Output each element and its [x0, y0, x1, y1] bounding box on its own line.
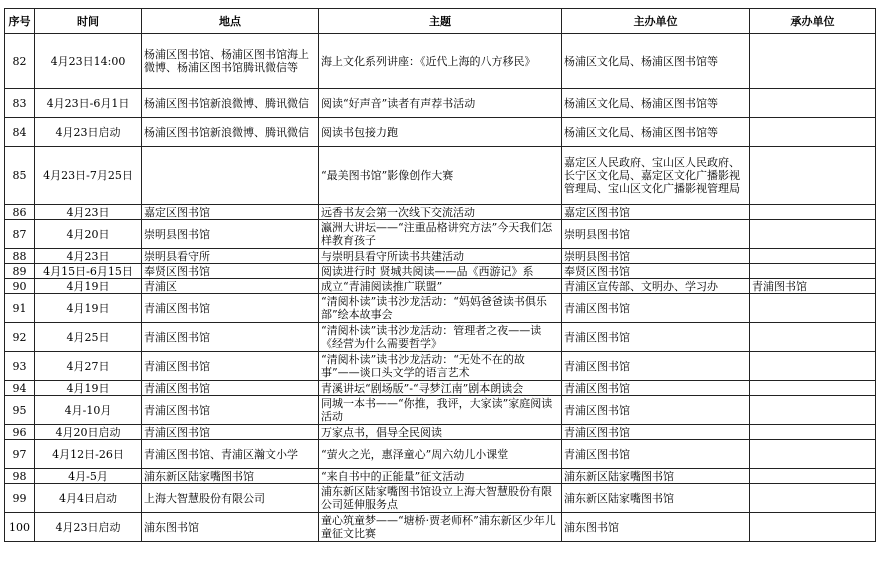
cell-co-organizer — [750, 484, 876, 513]
cell-time: 4月-10月 — [35, 396, 142, 425]
cell-no: 90 — [5, 279, 35, 294]
cell-no: 97 — [5, 440, 35, 469]
cell-organizer: 青浦区图书馆 — [562, 294, 750, 323]
cell-time: 4月27日 — [35, 352, 142, 381]
cell-topic: “清阅朴读”读书沙龙活动：“无处不在的故事”——谈口头文学的语言艺术 — [319, 352, 562, 381]
cell-topic: 与崇明县看守所读书共建活动 — [319, 249, 562, 264]
cell-no: 93 — [5, 352, 35, 381]
cell-topic: 阅读进行时 贤城共阅读——品《西游记》系 — [319, 264, 562, 279]
cell-place: 奉贤区图书馆 — [142, 264, 319, 279]
cell-co-organizer — [750, 469, 876, 484]
cell-place: 浦东图书馆 — [142, 513, 319, 542]
cell-co-organizer — [750, 513, 876, 542]
cell-co-organizer — [750, 294, 876, 323]
cell-no: 99 — [5, 484, 35, 513]
cell-time: 4月20日启动 — [35, 425, 142, 440]
cell-place: 杨浦区图书馆、杨浦区图书馆海上微博、杨浦区图书馆腾讯微信等 — [142, 34, 319, 89]
header-place: 地点 — [142, 9, 319, 34]
cell-no: 86 — [5, 205, 35, 220]
cell-organizer: 杨浦区文化局、杨浦区图书馆等 — [562, 118, 750, 147]
cell-no: 100 — [5, 513, 35, 542]
table-row — [5, 264, 876, 279]
cell-co-organizer — [750, 249, 876, 264]
cell-place: 杨浦区图书馆新浪微博、腾讯微信 — [142, 118, 319, 147]
cell-place: 浦东新区陆家嘴图书馆 — [142, 469, 319, 484]
cell-co-organizer — [750, 381, 876, 396]
cell-topic: 成立“青浦阅读推广联盟” — [319, 279, 562, 294]
header-time: 时间 — [35, 9, 142, 34]
cell-place: 崇明县图书馆 — [142, 220, 319, 249]
table-row — [5, 294, 876, 323]
table-row — [5, 425, 876, 440]
cell-organizer: 青浦区图书馆 — [562, 381, 750, 396]
cell-organizer: 青浦区图书馆 — [562, 323, 750, 352]
cell-organizer: 崇明县图书馆 — [562, 220, 750, 249]
cell-co-organizer — [750, 220, 876, 249]
header-row — [5, 9, 876, 34]
cell-no: 89 — [5, 264, 35, 279]
header-co-organizer: 承办单位 — [750, 9, 876, 34]
cell-co-organizer — [750, 396, 876, 425]
cell-time: 4月23日启动 — [35, 513, 142, 542]
table-row — [5, 205, 876, 220]
table-row — [5, 484, 876, 513]
cell-time: 4月23日 — [35, 249, 142, 264]
table-row — [5, 352, 876, 381]
table-row — [5, 34, 876, 89]
cell-no: 88 — [5, 249, 35, 264]
cell-place: 青浦区 — [142, 279, 319, 294]
cell-no: 96 — [5, 425, 35, 440]
cell-co-organizer — [750, 264, 876, 279]
cell-time: 4月25日 — [35, 323, 142, 352]
cell-place: 青浦区图书馆 — [142, 294, 319, 323]
cell-time: 4月20日 — [35, 220, 142, 249]
table-row — [5, 323, 876, 352]
cell-topic: “清阅朴读”读书沙龙活动：“妈妈爸爸读书俱乐部”绘本故事会 — [319, 294, 562, 323]
cell-organizer: 浦东图书馆 — [562, 513, 750, 542]
table-row — [5, 89, 876, 118]
table-row — [5, 396, 876, 425]
cell-co-organizer — [750, 89, 876, 118]
cell-topic: “最美图书馆”影像创作大赛 — [319, 147, 562, 205]
cell-no: 91 — [5, 294, 35, 323]
table-header — [5, 9, 876, 34]
cell-time: 4月12日-26日 — [35, 440, 142, 469]
cell-no: 85 — [5, 147, 35, 205]
cell-place: 青浦区图书馆 — [142, 396, 319, 425]
table-row — [5, 279, 876, 294]
cell-topic: 童心筑童梦——“塘桥·贾老师杯”浦东新区少年儿童征文比赛 — [319, 513, 562, 542]
cell-time: 4月23日-6月1日 — [35, 89, 142, 118]
cell-place: 崇明县看守所 — [142, 249, 319, 264]
table-row — [5, 469, 876, 484]
cell-no: 84 — [5, 118, 35, 147]
cell-organizer: 杨浦区文化局、杨浦区图书馆等 — [562, 89, 750, 118]
cell-place: 青浦区图书馆 — [142, 352, 319, 381]
cell-organizer: 青浦区宣传部、文明办、学习办 — [562, 279, 750, 294]
table-row — [5, 440, 876, 469]
cell-time: 4月4日启动 — [35, 484, 142, 513]
cell-co-organizer — [750, 323, 876, 352]
header-organizer: 主办单位 — [562, 9, 750, 34]
cell-time: 4月19日 — [35, 381, 142, 396]
cell-topic: 万家点书，倡导全民阅读 — [319, 425, 562, 440]
cell-co-organizer — [750, 440, 876, 469]
cell-organizer: 浦东新区陆家嘴图书馆 — [562, 484, 750, 513]
cell-no: 98 — [5, 469, 35, 484]
cell-no: 82 — [5, 34, 35, 89]
cell-place: 上海大智慧股份有限公司 — [142, 484, 319, 513]
cell-place: 杨浦区图书馆新浪微博、腾讯微信 — [142, 89, 319, 118]
table-row — [5, 249, 876, 264]
cell-co-organizer — [750, 205, 876, 220]
cell-time: 4月19日 — [35, 294, 142, 323]
table-row — [5, 147, 876, 205]
cell-place: 青浦区图书馆、青浦区瀚文小学 — [142, 440, 319, 469]
cell-time: 4月19日 — [35, 279, 142, 294]
cell-time: 4月23日14:00 — [35, 34, 142, 89]
table-row — [5, 513, 876, 542]
cell-no: 95 — [5, 396, 35, 425]
cell-no: 83 — [5, 89, 35, 118]
cell-topic: “清阅朴读”读书沙龙活动：管理者之夜——读《经营为什么需要哲学》 — [319, 323, 562, 352]
cell-topic: 海上文化系列讲座：《近代上海的八方移民》 — [319, 34, 562, 89]
cell-place: 嘉定区图书馆 — [142, 205, 319, 220]
cell-time: 4月23日 — [35, 205, 142, 220]
cell-time: 4月23日-7月25日 — [35, 147, 142, 205]
cell-topic: 浦东新区陆家嘴图书馆设立上海大智慧股份有限公司延伸服务点 — [319, 484, 562, 513]
cell-organizer: 嘉定区人民政府、宝山区人民政府、长宁区文化局、嘉定区文化广播影视管理局、宝山区文化广播影视管理局 — [562, 147, 750, 205]
cell-place: 青浦区图书馆 — [142, 381, 319, 396]
cell-topic: 远香书友会第一次线下交流活动 — [319, 205, 562, 220]
cell-co-organizer — [750, 425, 876, 440]
cell-co-organizer — [750, 147, 876, 205]
cell-organizer: 奉贤区图书馆 — [562, 264, 750, 279]
cell-time: 4月15日-6月15日 — [35, 264, 142, 279]
header-topic: 主题 — [319, 9, 562, 34]
cell-topic: 同城一本书——“你推，我评，大家读”家庭阅读活动 — [319, 396, 562, 425]
cell-place: 青浦区图书馆 — [142, 323, 319, 352]
cell-organizer: 青浦区图书馆 — [562, 425, 750, 440]
table-row — [5, 118, 876, 147]
table-row — [5, 220, 876, 249]
table-body — [5, 34, 876, 542]
cell-organizer: 嘉定区图书馆 — [562, 205, 750, 220]
cell-organizer: 浦东新区陆家嘴图书馆 — [562, 469, 750, 484]
cell-topic: “萤火之光，惠泽童心”周六幼儿小课堂 — [319, 440, 562, 469]
cell-place: 青浦区图书馆 — [142, 425, 319, 440]
cell-co-organizer — [750, 34, 876, 89]
cell-organizer: 青浦区图书馆 — [562, 396, 750, 425]
cell-organizer: 青浦区图书馆 — [562, 440, 750, 469]
cell-topic: “来自书中的正能量”征文活动 — [319, 469, 562, 484]
cell-organizer: 杨浦区文化局、杨浦区图书馆等 — [562, 34, 750, 89]
cell-organizer: 青浦区图书馆 — [562, 352, 750, 381]
cell-co-organizer: 青浦图书馆 — [750, 279, 876, 294]
cell-no: 94 — [5, 381, 35, 396]
cell-co-organizer — [750, 352, 876, 381]
cell-place — [142, 147, 319, 205]
cell-time: 4月23日启动 — [35, 118, 142, 147]
cell-topic: 阅读“好声音”读者有声荐书活动 — [319, 89, 562, 118]
cell-topic: 阅读书包接力跑 — [319, 118, 562, 147]
cell-topic: 瀛洲大讲坛——“注重品格讲究方法”今天我们怎样教育孩子 — [319, 220, 562, 249]
cell-topic: 青溪讲坛“剧场版”-“寻梦江南”剧本朗读会 — [319, 381, 562, 396]
cell-no: 87 — [5, 220, 35, 249]
cell-time: 4月-5月 — [35, 469, 142, 484]
table-row — [5, 381, 876, 396]
cell-no: 92 — [5, 323, 35, 352]
events-table — [4, 8, 876, 542]
cell-organizer: 崇明县图书馆 — [562, 249, 750, 264]
header-no: 序号 — [5, 9, 35, 34]
cell-co-organizer — [750, 118, 876, 147]
